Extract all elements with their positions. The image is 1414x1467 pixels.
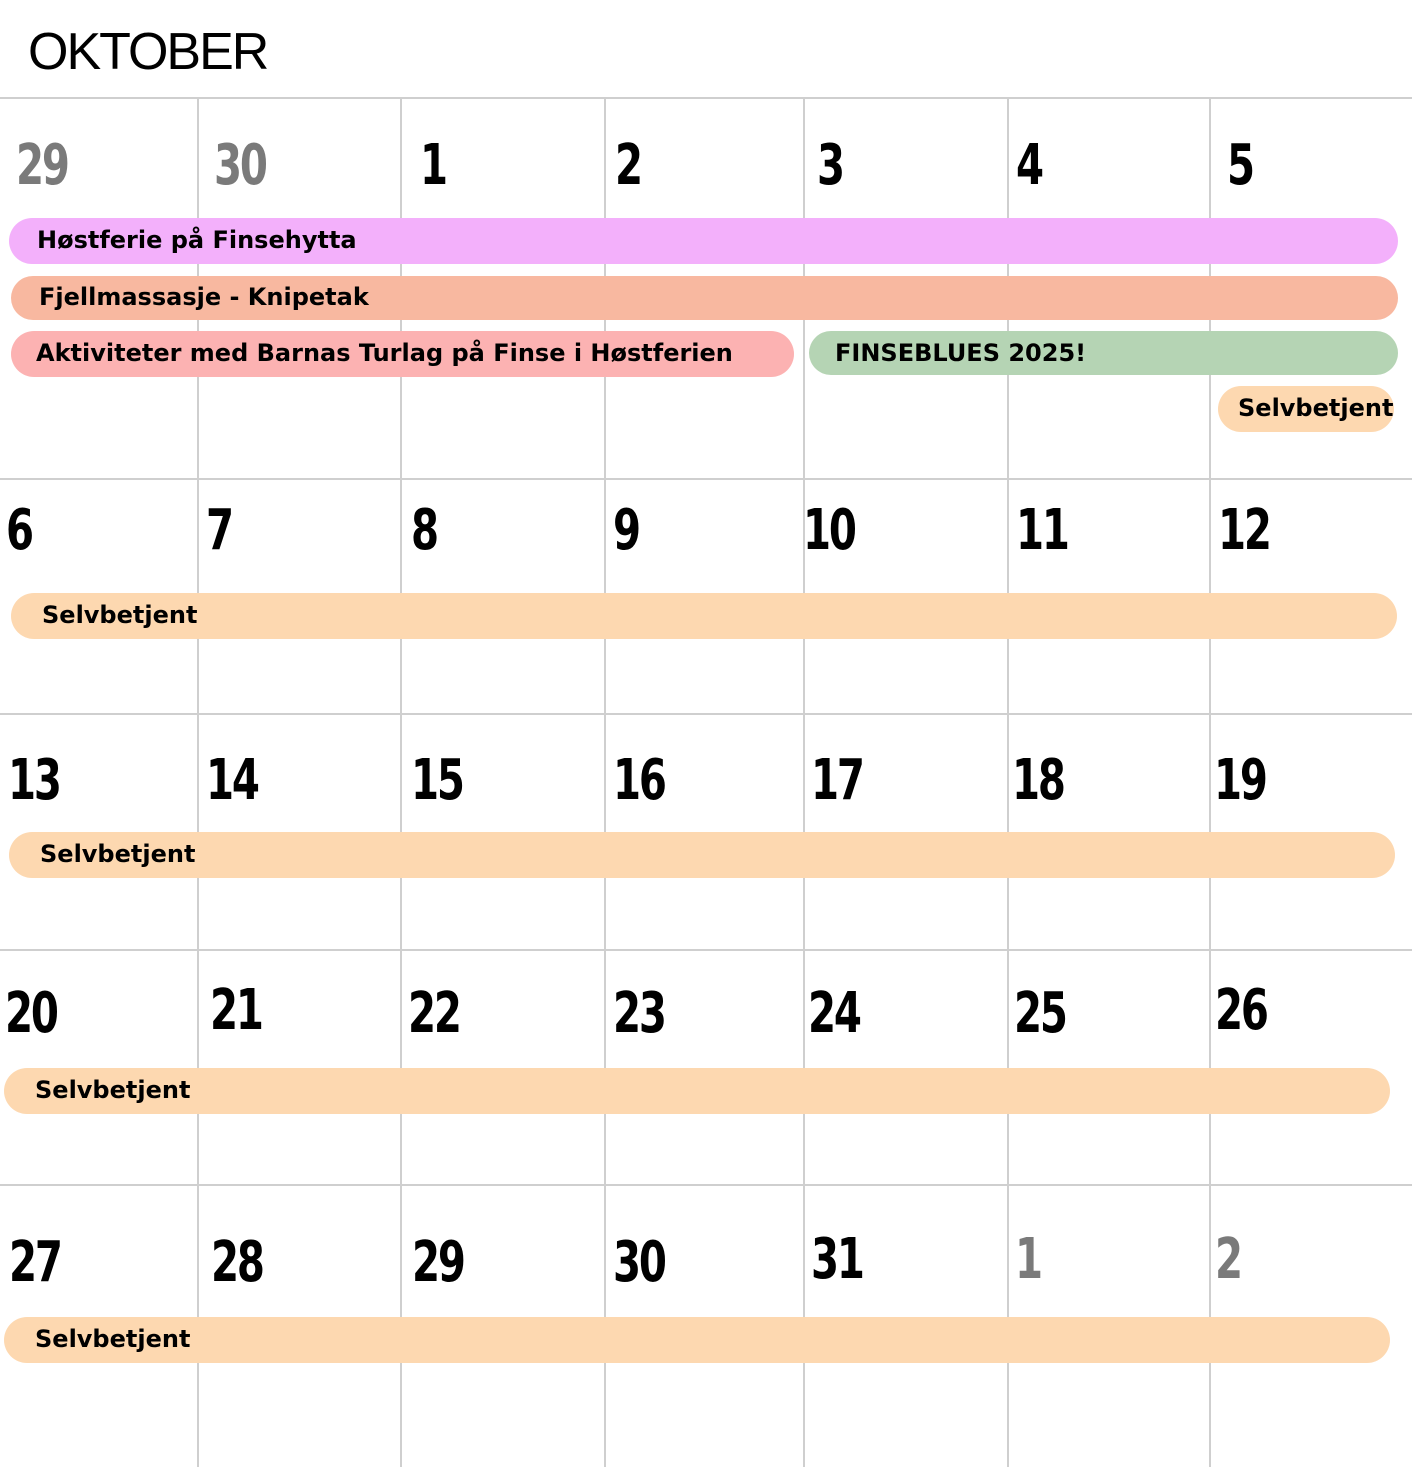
day-number[interactable]: 3 — [817, 133, 843, 198]
day-number[interactable]: 25 — [1014, 981, 1066, 1046]
day-number[interactable]: 20 — [5, 981, 57, 1046]
day-number[interactable]: 30 — [613, 1230, 665, 1295]
day-number[interactable]: 9 — [613, 498, 639, 563]
event-selvbetjent[interactable]: Selvbetjent — [4, 1317, 1390, 1363]
week-divider — [0, 478, 1412, 480]
week-divider — [0, 97, 1412, 99]
day-number[interactable]: 5 — [1227, 133, 1253, 198]
week-divider — [0, 1184, 1412, 1186]
week-divider — [0, 713, 1412, 715]
day-number[interactable]: 22 — [408, 981, 460, 1046]
day-number[interactable]: 12 — [1218, 498, 1270, 563]
event-selvbetjent[interactable]: Selvbetjent — [11, 593, 1397, 639]
day-number[interactable]: 4 — [1016, 133, 1042, 198]
day-number[interactable]: 2 — [1215, 1227, 1241, 1292]
event-selvbetjent[interactable]: Selvbetjent — [9, 832, 1395, 878]
day-number[interactable]: 18 — [1012, 748, 1064, 813]
event-fjellmassasje[interactable]: Fjellmassasje - Knipetak — [11, 276, 1398, 320]
day-number[interactable]: 23 — [613, 981, 665, 1046]
day-number[interactable]: 26 — [1215, 978, 1267, 1043]
day-number[interactable]: 11 — [1016, 498, 1068, 563]
day-number[interactable]: 15 — [411, 748, 463, 813]
day-number[interactable]: 28 — [211, 1230, 263, 1295]
day-number[interactable]: 17 — [811, 748, 863, 813]
day-number[interactable]: 6 — [6, 498, 32, 563]
week-divider — [0, 949, 1412, 951]
event-hostferie-finsehytta[interactable]: Høstferie på Finsehytta — [9, 218, 1398, 264]
day-number[interactable]: 7 — [206, 498, 232, 563]
day-number[interactable]: 1 — [420, 133, 446, 198]
day-number[interactable]: 21 — [210, 978, 262, 1043]
event-finseblues[interactable]: FINSEBLUES 2025! — [809, 331, 1398, 375]
day-number[interactable]: 1 — [1015, 1227, 1041, 1292]
event-barnas-turlag[interactable]: Aktiviteter med Barnas Turlag på Finse i Høstferien — [11, 331, 794, 377]
day-number[interactable]: 29 — [16, 133, 68, 198]
month-title: OKTOBER — [28, 23, 268, 81]
day-number[interactable]: 27 — [9, 1230, 61, 1295]
day-number[interactable]: 30 — [214, 133, 266, 198]
day-number[interactable]: 14 — [206, 748, 258, 813]
day-number[interactable]: 24 — [808, 981, 860, 1046]
event-selvbetjent[interactable]: Selvbetjent — [1218, 386, 1394, 432]
day-number[interactable]: 10 — [803, 498, 855, 563]
day-number[interactable]: 19 — [1214, 748, 1266, 813]
day-number[interactable]: 29 — [412, 1230, 464, 1295]
day-number[interactable]: 16 — [613, 748, 665, 813]
day-number[interactable]: 31 — [811, 1227, 863, 1292]
event-selvbetjent[interactable]: Selvbetjent — [4, 1068, 1390, 1114]
day-number[interactable]: 13 — [8, 748, 60, 813]
day-number[interactable]: 2 — [615, 133, 641, 198]
day-number[interactable]: 8 — [411, 498, 437, 563]
